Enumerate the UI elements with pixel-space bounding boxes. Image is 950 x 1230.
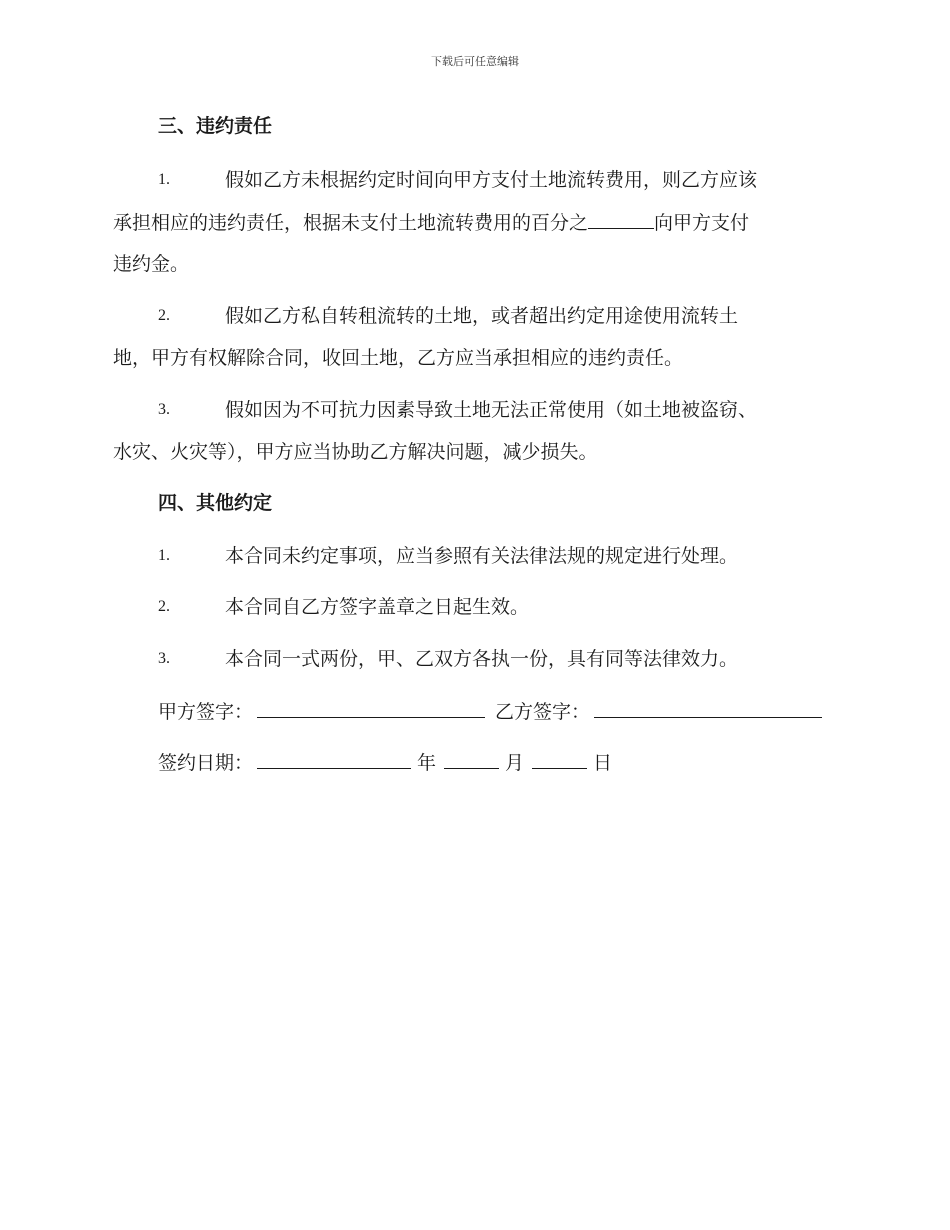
paragraph-line: 假如乙方私自转租流转的土地，或者超出约定用途使用流转土: [225, 305, 739, 327]
paragraph-line: 假如因为不可抗力因素导致土地无法正常使用（如土地被盗窃、: [225, 399, 758, 421]
item-number: 3.: [158, 650, 170, 667]
month-unit: 月: [505, 752, 525, 774]
percentage-blank[interactable]: [588, 208, 654, 229]
signature-row: [158, 697, 822, 726]
signing-date-label: 签约日期：: [158, 752, 254, 774]
month-field[interactable]: [444, 748, 499, 769]
item-number: 2.: [158, 307, 170, 324]
party-a-signature-label: 甲方签字：: [158, 701, 254, 723]
party-a-signature-field[interactable]: [257, 697, 485, 718]
paragraph-text: 承担相应的违约责任，根据未支付土地流转费用的百分之: [113, 212, 589, 234]
date-row: [158, 748, 612, 777]
paragraph-line: 水灾、火灾等），甲方应当协助乙方解决问题，减少损失。: [113, 441, 598, 463]
paragraph-line: 假如乙方未根据约定时间向甲方支付土地流转费用，则乙方应该: [225, 169, 758, 191]
section-heading-other: 四、其他约定: [158, 492, 273, 514]
day-field[interactable]: [532, 748, 587, 769]
paragraph-line: 违约金。: [113, 253, 190, 275]
page-header: 下载后可任意编辑: [431, 55, 519, 68]
item-number: 1.: [158, 171, 170, 188]
section-heading-breach: 三、违约责任: [158, 115, 273, 137]
paragraph-text: 向甲方支付: [654, 212, 750, 234]
item-number: 3.: [158, 401, 170, 418]
year-unit: 年: [417, 752, 437, 774]
paragraph-line: 地，甲方有权解除合同，收回土地，乙方应当承担相应的违约责任。: [113, 347, 684, 369]
year-field[interactable]: [257, 748, 411, 769]
paragraph-line: 本合同未约定事项，应当参照有关法律法规的规定进行处理。: [225, 545, 739, 567]
item-number: 2.: [158, 598, 170, 615]
day-unit: 日: [593, 752, 613, 774]
paragraph-line: 本合同一式两份，甲、乙双方各执一份，具有同等法律效力。: [225, 648, 739, 670]
party-b-signature-field[interactable]: [594, 697, 822, 718]
item-number: 1.: [158, 547, 170, 564]
paragraph-line-with-blank: [113, 208, 843, 237]
party-b-signature-label: 乙方签字：: [495, 701, 591, 723]
paragraph-line: 本合同自乙方签字盖章之日起生效。: [225, 596, 530, 618]
